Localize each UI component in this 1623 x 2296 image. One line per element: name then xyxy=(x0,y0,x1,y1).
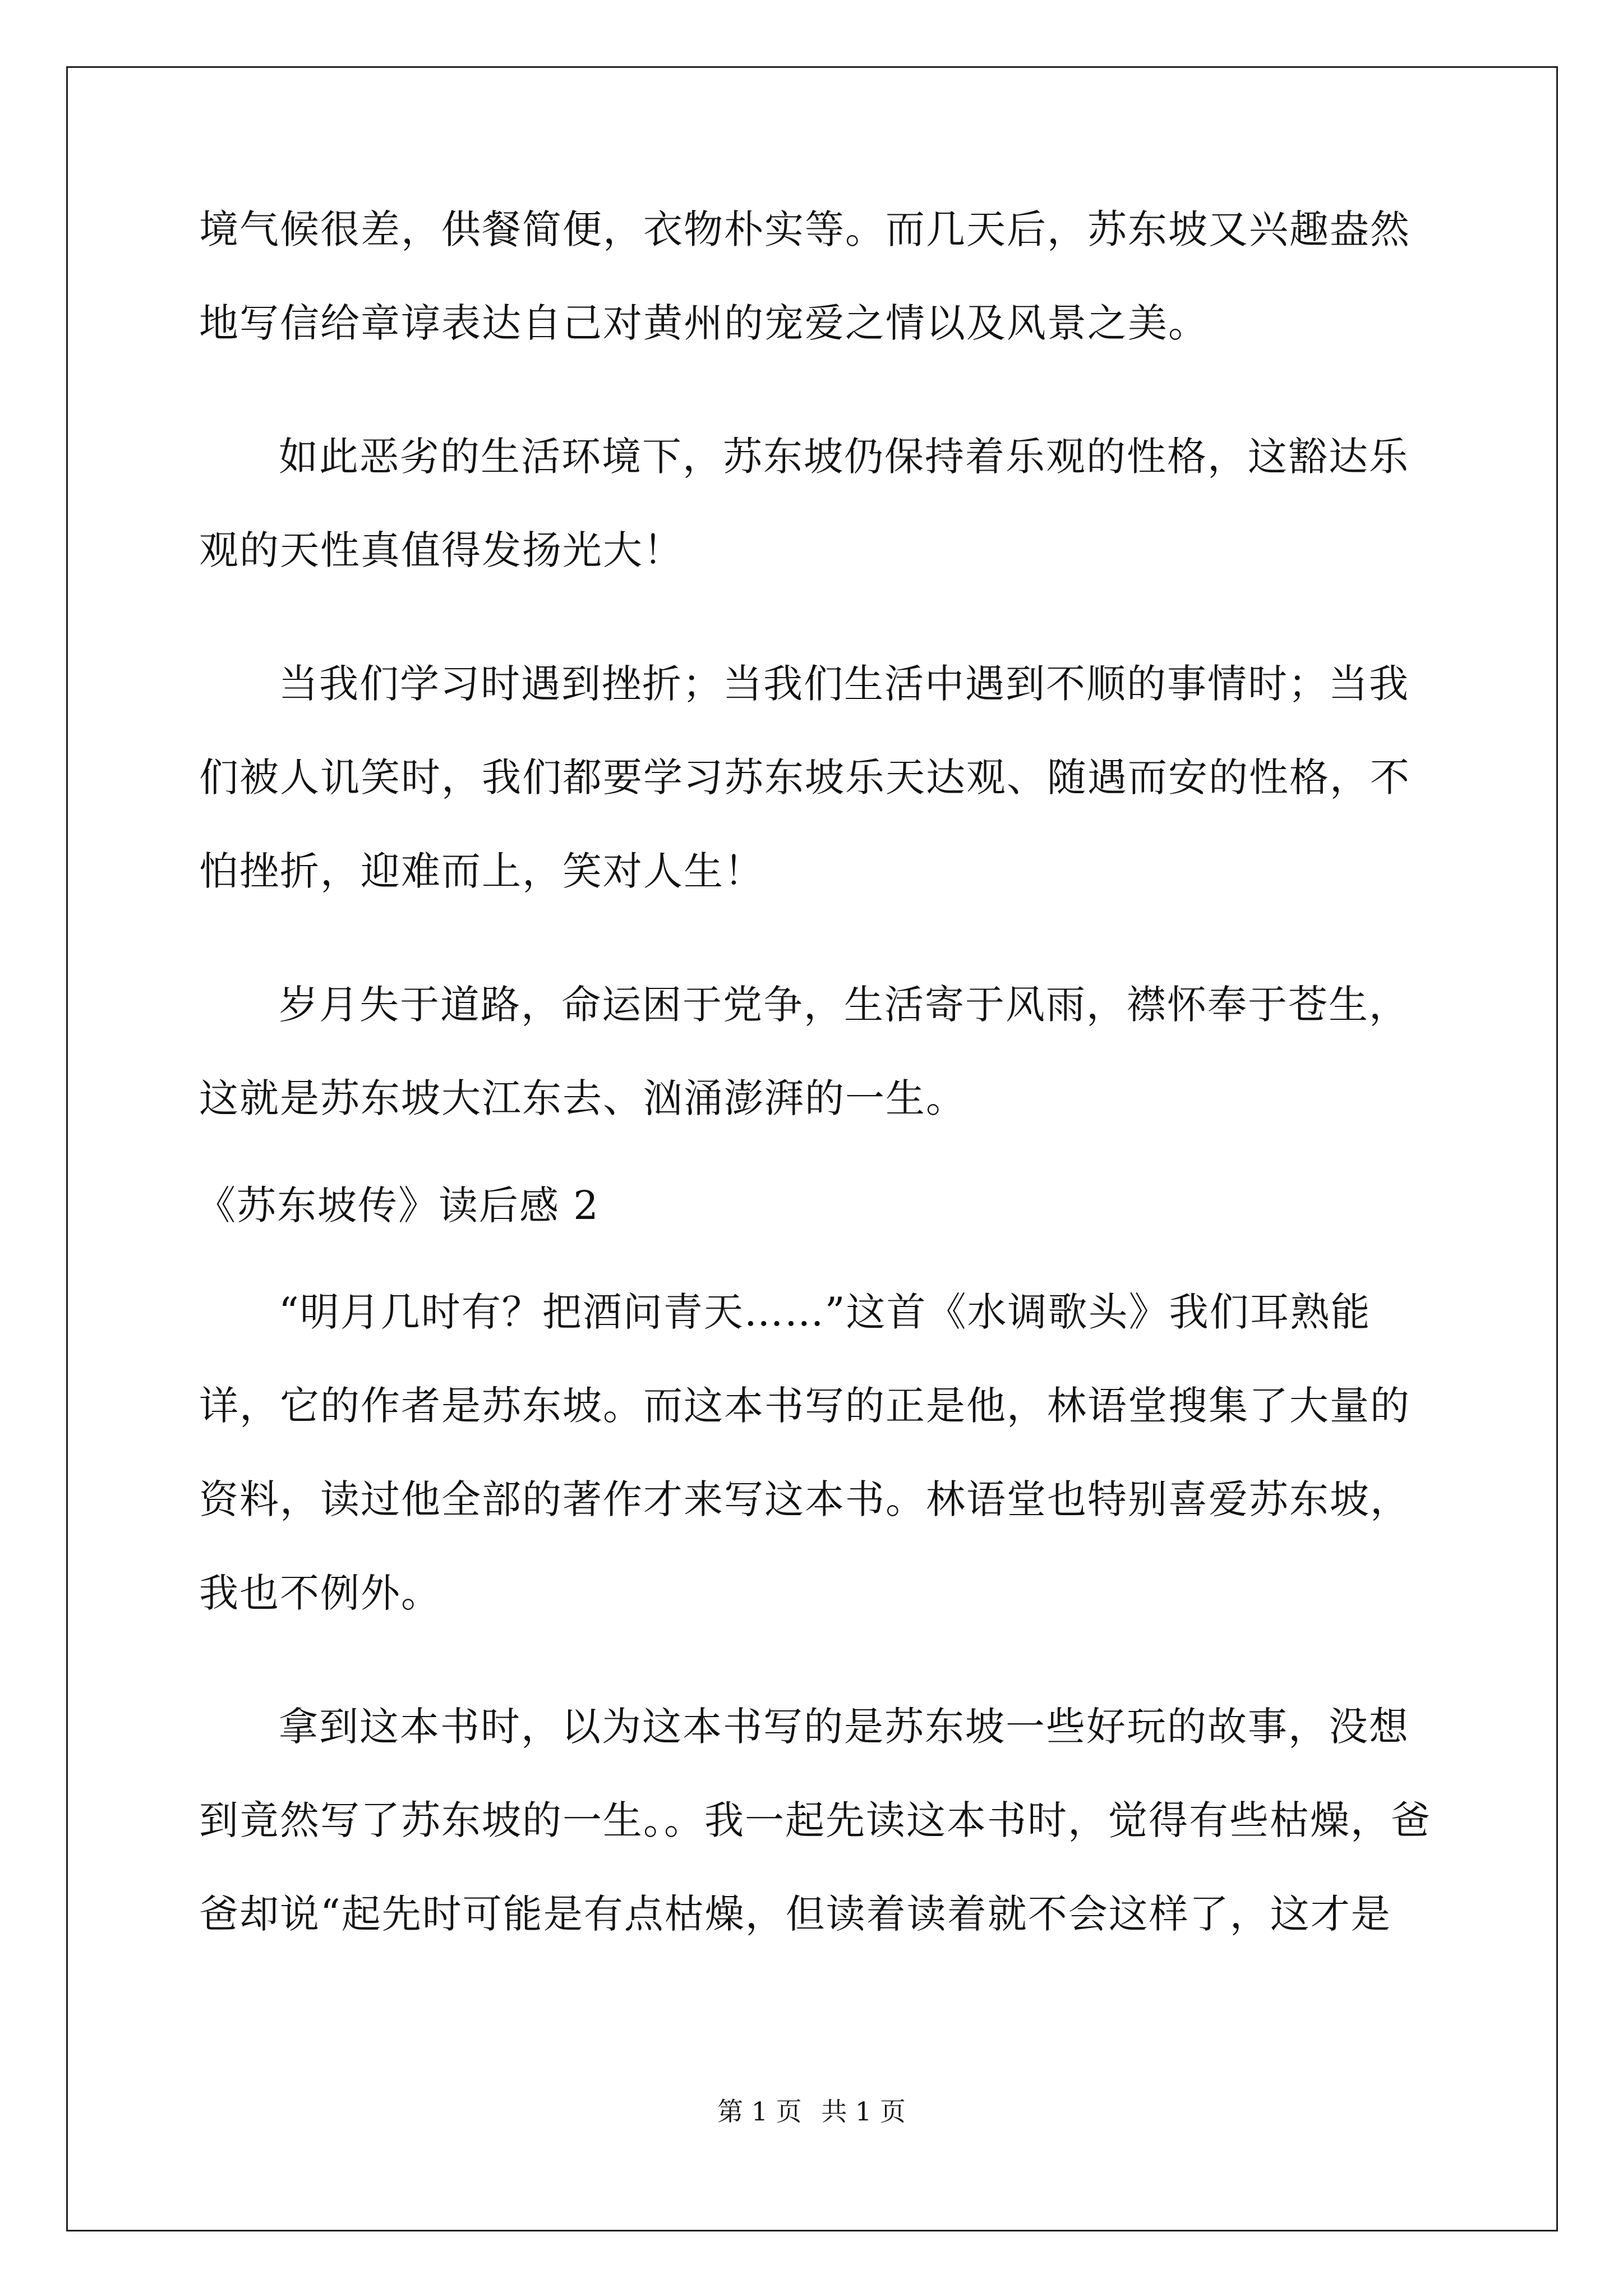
page-footer xyxy=(0,2097,1623,2126)
text-line: 观的天性真值得发扬光大！ xyxy=(199,527,684,573)
text-line: 我也不例外。 xyxy=(199,1570,441,1616)
text-line: 爸却说“起先时可能是有点枯燥，但读着读着就不会这样了，这才是 xyxy=(199,1891,1391,1937)
text-line: 地写信给章谆表达自己对黄州的宠爱之情以及风景之美。 xyxy=(199,300,1209,346)
section-heading: 《苏东坡传》读后感 2 xyxy=(196,1182,600,1228)
text-line: 详，它的作者是苏东坡。而这本书写的正是他，林语堂搜集了大量的 xyxy=(199,1383,1410,1429)
page-number: 第 1 页 xyxy=(717,2096,802,2127)
paragraph-start: 如此恶劣的生活环境下，苏东坡仍保持着乐观的性格，这豁达乐 xyxy=(279,434,1409,480)
paragraph-start: “明月几时有？把酒问青天……”这首《水调歌头》我们耳熟能 xyxy=(279,1289,1371,1335)
text-line: 这就是苏东坡大江东去、汹涌澎湃的一生。 xyxy=(199,1075,966,1121)
paragraph-start: 当我们学习时遇到挫折；当我们生活中遇到不顺的事情时；当我 xyxy=(279,661,1409,707)
paragraph-start: 拿到这本书时，以为这本书写的是苏东坡一些好玩的故事，没想 xyxy=(279,1704,1409,1750)
page-total: 共 1 页 xyxy=(821,2096,906,2127)
paragraph-start: 岁月失于道路，命运困于党争，生活寄于风雨，襟怀奉于苍生， xyxy=(279,982,1409,1028)
text-line: 资料，读过他全部的著作才来写这本书。林语堂也特别喜爱苏东坡， xyxy=(199,1476,1410,1522)
text-line: 到竟然写了苏东坡的一生。。我一起先读这本书时，觉得有些枯燥，爸 xyxy=(199,1797,1431,1843)
text-line: 怕挫折，迎难而上，笑对人生！ xyxy=(199,848,764,894)
text-line: 境气候很差，供餐简便，衣物朴实等。而几天后，苏东坡又兴趣盎然 xyxy=(199,206,1410,252)
text-line: 们被人讥笑时，我们都要学习苏东坡乐天达观、随遇而安的性格，不 xyxy=(199,754,1410,800)
